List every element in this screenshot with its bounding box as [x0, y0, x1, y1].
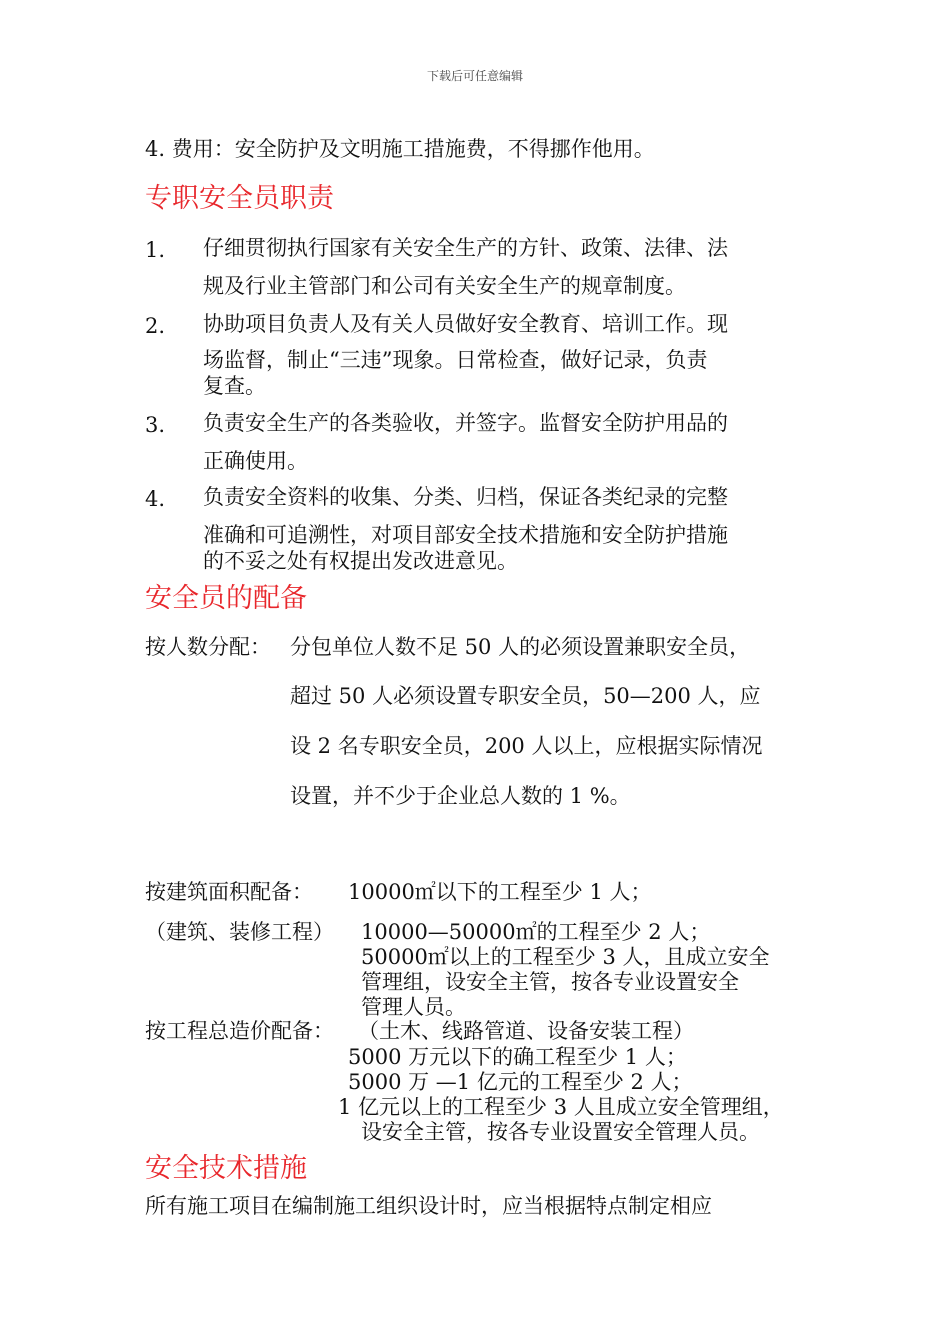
duty-line: 的不妥之处有权提出发改进意见。 [203, 549, 518, 573]
intro-line: 4. 费用：安全防护及文明施工措施费，不得挪作他用。 [145, 137, 655, 161]
section-title-measures: 安全技术措施 [145, 1153, 307, 1184]
cost-line: 5000 万元以下的确工程至少 1 人； [348, 1045, 687, 1069]
duty-number: 3. [145, 413, 166, 437]
headcount-line: 设 2 名专职安全员，200 人以上，应根据实际情况 [290, 734, 763, 758]
area-label: 按建筑面积配备： [145, 880, 313, 904]
duty-line: 负责安全生产的各类验收，并签字。监督安全防护用品的 [203, 411, 728, 435]
page-header-note: 下载后可任意编辑 [426, 69, 523, 83]
cost-line: 设安全主管，按各专业设置安全管理人员。 [361, 1120, 760, 1144]
duty-line: 仔细贯彻执行国家有关安全生产的方针、政策、法律、法 [203, 236, 728, 260]
area-line: 50000㎡以上的工程至少 3 人，且成立安全 [361, 945, 770, 969]
duty-number: 2. [145, 314, 166, 338]
duty-line: 复查。 [203, 374, 266, 398]
duty-number: 4. [145, 487, 166, 511]
area-line: 管理组，设安全主管，按各专业设置安全 [361, 970, 739, 994]
measures-line: 所有施工项目在编制施工组织设计时，应当根据特点制定相应 [145, 1194, 712, 1218]
duty-line: 正确使用。 [203, 449, 308, 473]
duty-line: 负责安全资料的收集、分类、归档，保证各类纪录的完整 [203, 485, 728, 509]
headcount-label: 按人数分配： [145, 635, 271, 659]
headcount-line: 超过 50 人必须设置专职安全员，50—200 人，应 [290, 684, 761, 708]
duty-line: 规及行业主管部门和公司有关安全生产的规章制度。 [203, 274, 686, 298]
area-line: 10000㎡以下的工程至少 1 人； [348, 880, 652, 904]
section-title-staffing: 安全员的配备 [145, 583, 307, 614]
duty-line: 准确和可追溯性，对项目部安全技术措施和安全防护措施 [203, 523, 728, 547]
headcount-line: 分包单位人数不足 50 人的必须设置兼职安全员， [290, 635, 751, 659]
cost-label: 按工程总造价配备： [145, 1019, 334, 1043]
section-title-duties: 专职安全员职责 [145, 183, 334, 214]
duty-line: 协助项目负责人及有关人员做好安全教育、培训工作。现 [203, 312, 728, 336]
area-sublabel: （建筑、装修工程） [145, 920, 334, 944]
duty-number: 1. [145, 238, 166, 262]
area-line: 10000—50000㎡的工程至少 2 人； [361, 920, 711, 944]
cost-line: 5000 万 —1 亿元的工程至少 2 人； [348, 1070, 693, 1094]
duty-line: 场监督，制止“三违”现象。日常检查，做好记录，负责 [203, 348, 708, 372]
cost-line: 1 亿元以上的工程至少 3 人且成立安全管理组， [338, 1095, 784, 1119]
cost-note: （土木、线路管道、设备安装工程） [358, 1019, 694, 1043]
headcount-line: 设置，并不少于企业总人数的 1 %。 [290, 784, 631, 808]
area-line: 管理人员。 [361, 995, 466, 1019]
